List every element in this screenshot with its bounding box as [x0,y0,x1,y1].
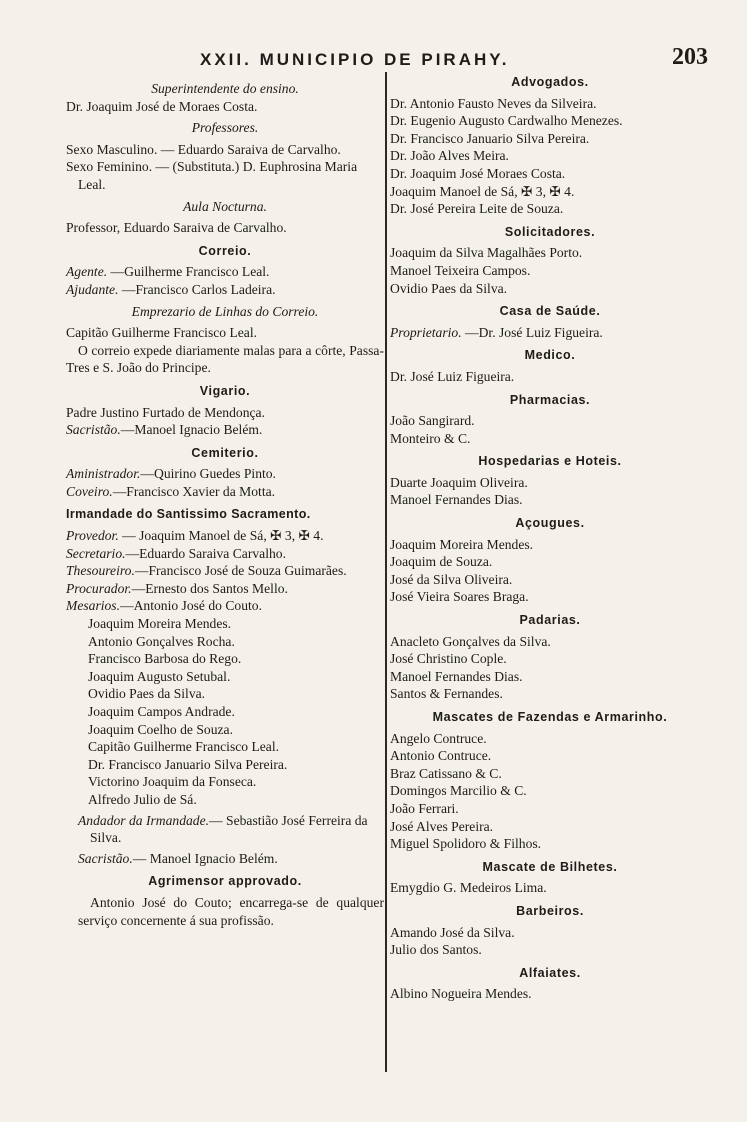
solicitadores-heading: Solicitadores. [504,224,596,239]
bilhetes-name: Emygdio G. Medeiros Lima. [390,880,547,896]
advogados-heading: Advogados. [511,75,589,89]
role-label: Mesarios. [66,598,120,614]
list-item: Francisco Barbosa do Rego. [88,651,242,667]
page-number: 203 [672,44,708,70]
list-item: Joaquim de Souza. [390,554,493,570]
list-item: Joaquim Moreira Mendes. [390,536,534,552]
person-name: —Manoel Ignacio Belém. [120,422,263,438]
cemiterio-coveiro [66,483,384,501]
acougues-heading: Açougues. [515,516,585,531]
list-item: Santos & Fernandes. [390,686,503,702]
list-item: Joaquim Moreira Mendes. [88,616,232,632]
list-item: Capitão Guilherme Francisco Leal. [88,739,280,755]
role-label: Procurador. [66,580,132,596]
right-column [390,74,710,1003]
list-item: Monteiro & C. [390,430,471,446]
list-item: Manoel Fernandes Dias. [390,668,523,684]
role-label: Aministrador. [66,466,141,482]
list-item: Ovidio Paes da Silva. [88,686,206,702]
person-name: — Sebastião José Ferreira da Silva. [90,812,368,846]
role-label: Thesoureiro. [66,563,135,579]
person-name: — Joaquim Manoel de Sá, ✠ 3, ✠ 4. [118,528,324,544]
casa-saude-proprietario [390,324,710,342]
correio-note: O correio expede diariamente malas para a côrte, Passa-Tres e S. João do Principe. [66,342,384,376]
casa-saude-heading: Casa de Saúde. [499,304,601,319]
list-item: Braz Catissano & C. [390,765,502,781]
cemiterio-administrador [66,465,384,483]
vigario-sacristao [66,421,384,439]
padarias-heading: Padarias. [519,613,581,628]
person-name: —Francisco Xavier da Motta. [112,483,276,499]
person-name: —Dr. José Luiz Figueira. [461,324,603,340]
role-label: Provedor. [66,528,119,544]
aula-professor: Professor, Eduardo Saraiva de Carvalho. [66,220,287,236]
cemiterio-heading: Cemiterio. [191,445,259,460]
sexo-masculino: Sexo Masculino. — Eduardo Saraiva de Carvalho. [66,141,341,157]
irmandade-thesoureiro [66,562,384,580]
irmandade-mesarios [66,597,384,615]
list-item: Julio dos Santos. [390,942,482,958]
list-item: Antonio Contruce. [390,748,492,764]
superintendent-heading: Superintendente do ensino. [151,81,299,96]
list-item: José Alves Pereira. [390,818,494,834]
role-label: Sacristão. [66,422,121,438]
role-label: Coveiro. [66,483,113,499]
agrimensor-text: Antonio José do Couto; encarrega-se de qualquer serviço concernente á sua profissão. [78,894,384,928]
person-name: —Ernesto dos Santos Mello. [131,580,288,596]
correio-agente [66,263,384,281]
person-name: —Francisco José de Souza Guimarães. [134,563,347,579]
barbeiros-heading: Barbeiros. [516,903,584,918]
list-item: Joaquim da Silva Magalhães Porto. [390,245,583,261]
list-item: José Christino Cople. [390,651,507,667]
list-item: Anacleto Gonçalves da Silva. [390,633,551,649]
list-item: João Ferrari. [390,800,459,816]
irmandade-heading: Irmandade do Santissimo Sacramento. [66,507,311,522]
list-item: Domingos Marcilio & C. [390,783,527,799]
list-item: Victorino Joaquim da Fonseca. [88,774,257,790]
list-item: Dr. José Pereira Leite de Souza. [390,201,564,217]
person-name: —Eduardo Saraiva Carvalho. [125,545,286,561]
medico-name: Dr. José Luiz Figueira. [390,368,515,384]
list-item: José Vieira Soares Braga. [390,589,529,605]
correio-heading: Correio. [198,243,252,258]
person-name: — Manoel Ignacio Belém. [132,850,278,866]
list-item: Dr. Francisco Januario Silva Pereira. [88,756,288,772]
list-item: Joaquim Augusto Setubal. [88,668,231,684]
medico-heading: Medico. [524,348,576,363]
list-item: Miguel Spolidoro & Filhos. [390,836,542,852]
list-item: Dr. Joaquim José Moraes Costa. [390,165,566,181]
list-item: Duarte Joaquim Oliveira. [390,474,528,490]
column-divider [385,72,387,1072]
irmandade-procurador [66,580,384,598]
sexo-feminino: Sexo Feminino. — (Substituta.) D. Euphrosina Maria Leal. [66,159,358,192]
list-item: Dr. Antonio Fausto Neves da Silveira. [390,95,597,111]
list-item: Dr. João Alves Meira. [390,148,509,164]
emprezario-heading: Emprezario de Linhas do Correio. [131,303,319,319]
professores-heading: Professores. [191,120,259,136]
list-item: Manoel Teixeira Campos. [390,262,531,278]
irmandade-provedor [66,527,384,545]
list-item: José da Silva Oliveira. [390,571,513,587]
list-item: Angelo Contruce. [390,730,487,746]
left-column [66,80,384,929]
irmandade-andador [66,812,384,847]
person-name: —Quirino Guedes Pinto. [140,466,276,482]
superintendent-name: Dr. Joaquim José de Moraes Costa. [66,98,258,114]
role-label: Agente. [66,264,108,280]
list-item: Joaquim Campos Andrade. [88,704,235,719]
list-item: Alfredo Julio de Sá. [88,791,197,807]
list-item: Ovidio Paes da Silva. [390,280,508,296]
pharmacias-heading: Pharmacias. [509,392,591,407]
irmandade-sacristao [66,850,384,868]
person-name: —Francisco Carlos Ladeira. [118,281,276,297]
role-label: Secretario. [66,545,126,561]
list-item: Antonio Gonçalves Rocha. [88,633,235,649]
page-header [0,44,747,74]
page-title: XXII. MUNICIPIO DE PIRAHY. [200,50,510,69]
alfaiates-name: Albino Nogueira Mendes. [390,986,532,1002]
vigario-heading: Vigario. [199,383,251,398]
hospedarias-heading: Hospedarias e Hoteis. [478,454,622,469]
vigario-name: Padre Justino Furtado de Mendonça. [66,404,265,420]
mascates-heading: Mascates de Fazendas e Armarinho. [432,710,668,724]
alfaiates-heading: Alfaiates. [519,965,581,980]
role-label: Sacristão. [78,850,133,866]
person-name: —Antonio José do Couto. [120,598,262,614]
role-label: Ajudante. [66,281,119,297]
role-label: Proprietario. [390,324,462,340]
role-label: Andador da Irmandade. [78,812,210,828]
list-item: Dr. Eugenio Augusto Cardwalho Menezes. [390,113,623,129]
list-item: Manoel Fernandes Dias. [390,492,523,508]
irmandade-secretario [66,545,384,563]
emprezario-name: Capitão Guilherme Francisco Leal. [66,325,258,341]
list-item: Joaquim Manoel de Sá, ✠ 3, ✠ 4. [390,183,575,199]
agrimensor-heading: Agrimensor approvado. [148,874,302,889]
aula-heading: Aula Nocturna. [183,198,267,214]
bilhetes-heading: Mascate de Bilhetes. [482,859,618,874]
correio-ajudante [66,281,384,299]
person-name: —Guilherme Francisco Leal. [107,264,270,280]
list-item: Amando José da Silva. [390,924,515,940]
list-item: Dr. Francisco Januario Silva Pereira. [390,130,590,146]
list-item: Joaquim Coelho de Souza. [88,721,233,737]
list-item: João Sangirard. [390,413,475,429]
